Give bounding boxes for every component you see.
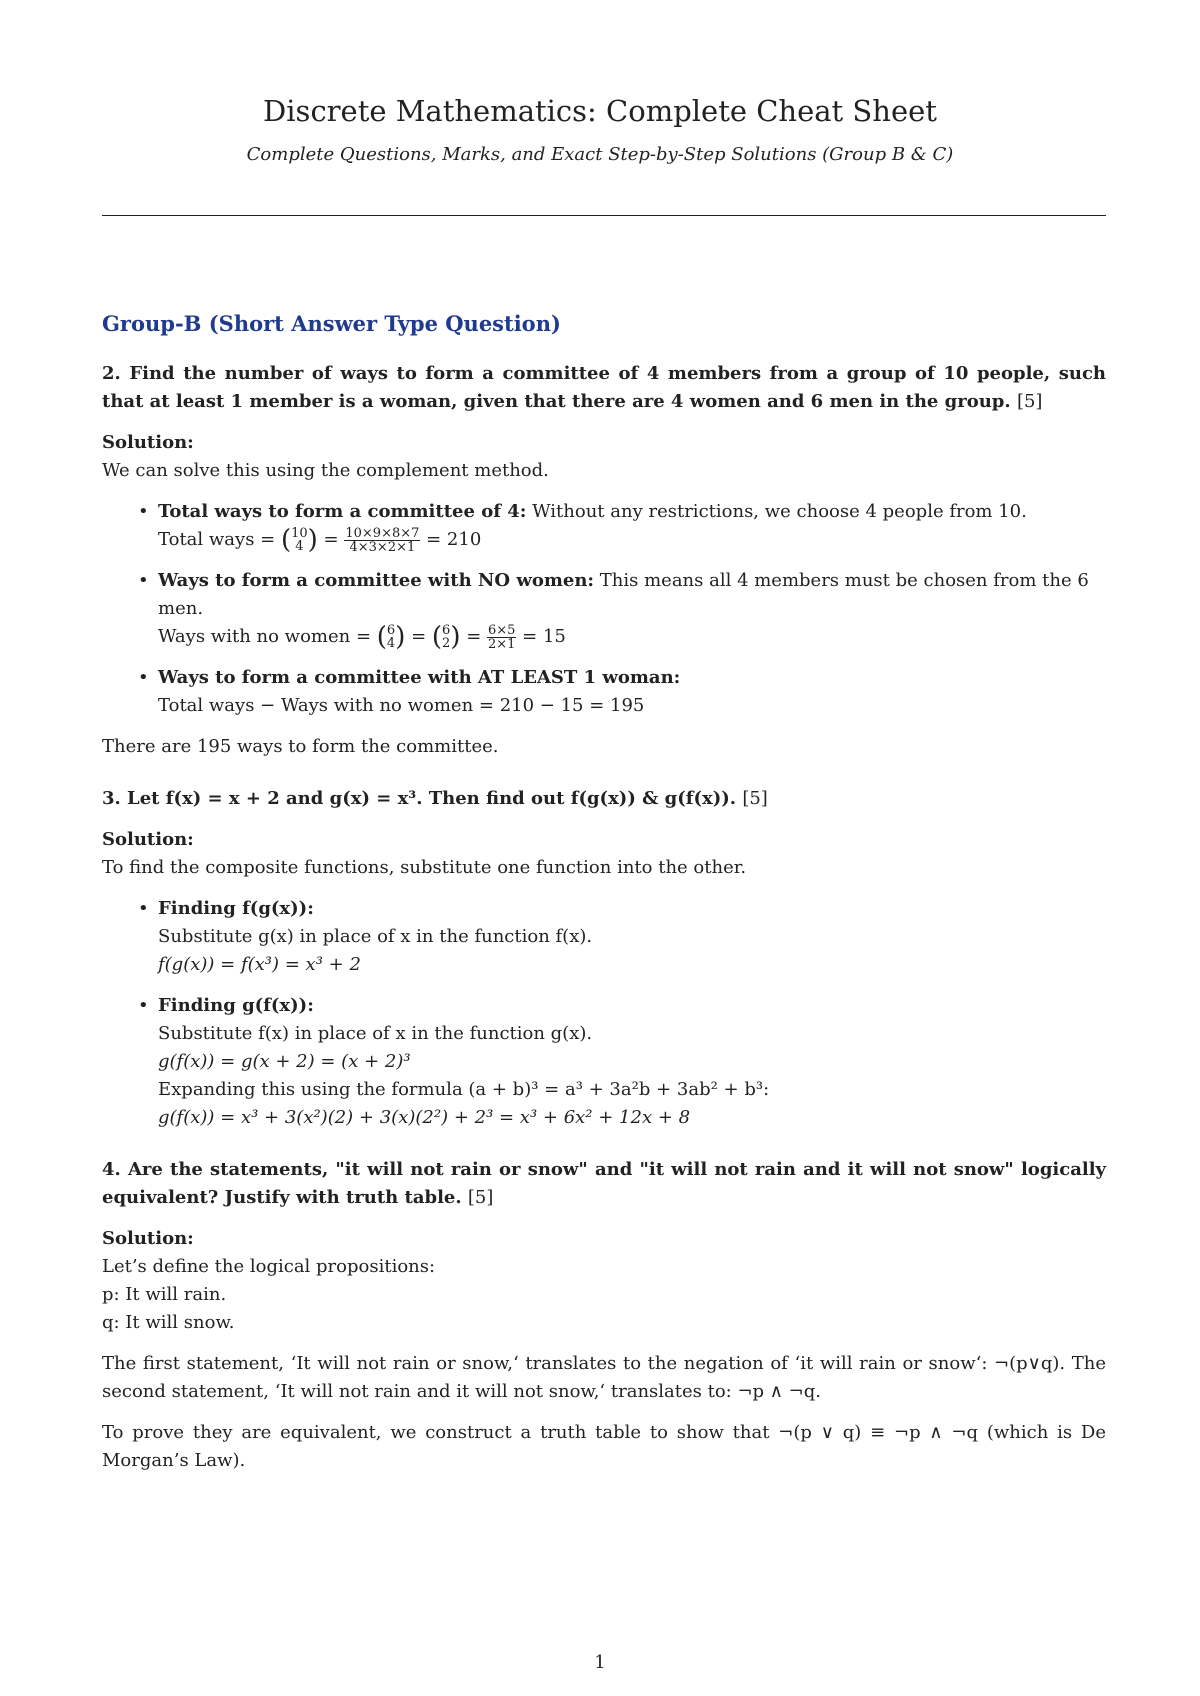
step-equation: Total ways − Ways with no women = 210 − 15 = 195	[158, 695, 645, 716]
step-text: This means all 4 members must be chosen from the 6 men.	[158, 570, 1089, 619]
step-line: Expanding this using the formula (a + b)³ = a³ + 3a²b + 3ab² + b³:	[158, 1079, 770, 1100]
equation-prefix: Ways with no women =	[158, 626, 377, 647]
solution-intro-text: Let’s define the logical propositions:	[102, 1256, 436, 1277]
solution-label: Solution:	[102, 1228, 194, 1249]
question-4-marks: [5]	[467, 1187, 494, 1208]
document-title: Discrete Mathematics: Complete Cheat Sheet	[263, 94, 937, 128]
fraction	[344, 527, 420, 554]
question-4-text	[102, 1156, 1106, 1212]
proposition-q: q: It will snow.	[102, 1312, 235, 1333]
document-subtitle: Complete Questions, Marks, and Exact Step-by-Step Solutions (Group B & C)	[246, 144, 954, 165]
binom-top: 10	[291, 526, 308, 541]
proposition-p: p: It will rain.	[102, 1284, 227, 1305]
question-2-marks: [5]	[1016, 391, 1043, 412]
question-4-paragraph-2: To prove they are equivalent, we construct a truth table to show that ¬(p ∨ q) ≡ ¬p ∧ ¬q (which is De Morgan’s Law).	[102, 1422, 1106, 1471]
question-2-text	[102, 360, 1106, 416]
question-3-steps	[102, 895, 1106, 1132]
binomial-coefficient	[387, 624, 395, 650]
step-heading: Ways to form a committee with NO women:	[158, 570, 595, 591]
binomial-coefficient	[291, 527, 308, 553]
step-equation: g(f(x)) = x³ + 3(x²)(2) + 3(x)(2²) + 2³ = x³ + 6x² + 12x + 8	[158, 1107, 691, 1128]
fraction	[487, 624, 516, 651]
binom-bottom: 4	[386, 636, 396, 651]
question-3-marks: [5]	[742, 788, 768, 809]
question-2-block	[102, 360, 1106, 761]
question-3-statement: 3. Let f(x) = x + 2 and g(x) = x³. Then find out f(g(x)) & g(f(x)).	[102, 788, 737, 809]
step-total-ways: • Total ways to form a committee of 4: Without any restrictions, we choose 4 people from 10. Total ways = ( 10 4 ) = $\frac{10\times 9\times 8\times 7}{4\times 3\times 2\times 1}$ = 210	[158, 498, 1106, 554]
equation-result: = 210	[420, 529, 482, 550]
binom-bottom: 2	[442, 636, 451, 651]
fraction-denominator: 4×3×2×1	[349, 539, 416, 555]
question-2-statement: 2. Find the number of ways to form a committee of 4 members from a group of 10 people, such that at least 1 member is a woman, given that there are 4 women and 6 men in the group.	[102, 363, 1106, 412]
step-line: Substitute g(x) in place of x in the function f(x).	[158, 926, 593, 947]
fraction-numerator: 10×9×8×7	[345, 525, 420, 541]
solution-intro-text: We can solve this using the complement method.	[102, 460, 549, 481]
question-2-conclusion: There are 195 ways to form the committee.	[102, 736, 499, 757]
step-f-of-g	[158, 895, 1106, 979]
question-2-solution-intro	[102, 429, 1106, 485]
question-3-text	[102, 785, 1106, 813]
question-4-statement: 4. Are the statements, "it will not rain or snow" and "it will not rain and it will not snow" logically equivalent? Justify with truth table.	[102, 1159, 1106, 1208]
binom-top: 6	[442, 623, 451, 638]
step-text: Without any restrictions, we choose 4 people from 10.	[526, 501, 1027, 522]
equation-result: = 15	[516, 626, 566, 647]
binom-bottom: 4	[295, 539, 304, 554]
main-content	[102, 310, 1106, 1488]
step-heading: Total ways to form a committee of 4:	[158, 501, 527, 522]
solution-intro-text: To find the composite functions, substitute one function into the other.	[102, 857, 747, 878]
question-3-block	[102, 785, 1106, 1132]
solution-label: Solution:	[102, 829, 194, 850]
question-4-block	[102, 1156, 1106, 1475]
step-g-of-f	[158, 992, 1106, 1132]
step-heading: Finding g(f(x)):	[158, 995, 314, 1016]
equation-prefix: Total ways =	[158, 529, 281, 550]
fraction-denominator: 2×1	[488, 636, 516, 652]
step-no-women: • Ways to form a committee with NO women: This means all 4 members must be chosen from the 6 men. Ways with no women = ( 6 4 ) = ( 6 2 ) = $\frac{6\times 5}{2\times 1}$ = 15	[158, 567, 1106, 651]
fraction-numerator: 6×5	[488, 622, 516, 638]
step-line: Substitute f(x) in place of x in the function g(x).	[158, 1023, 593, 1044]
step-equation: f(g(x)) = f(x³) = x³ + 2	[158, 954, 361, 975]
question-4-paragraph-1: The first statement, ‘It will not rain or snow,‘ translates to the negation of ‘it will rain or snow‘: ¬(p∨q). The second statement, ‘It will not rain and it will not snow,‘ translates to: ¬p ∧ ¬q.	[102, 1353, 1106, 1402]
solution-label: Solution:	[102, 432, 194, 453]
step-heading: Finding f(g(x)):	[158, 898, 314, 919]
question-3-solution-intro	[102, 826, 1106, 882]
step-at-least-one-woman	[158, 664, 1106, 720]
question-4-solution-intro	[102, 1225, 1106, 1337]
section-heading: Group-B (Short Answer Type Question)	[102, 311, 561, 336]
header-divider	[102, 215, 1106, 216]
page-number: 1	[594, 1652, 606, 1673]
question-2-steps	[102, 498, 1106, 720]
step-heading: Ways to form a committee with AT LEAST 1 woman:	[158, 667, 681, 688]
step-equation: g(f(x)) = g(x + 2) = (x + 2)³	[158, 1051, 411, 1072]
binom-top: 6	[386, 623, 396, 638]
